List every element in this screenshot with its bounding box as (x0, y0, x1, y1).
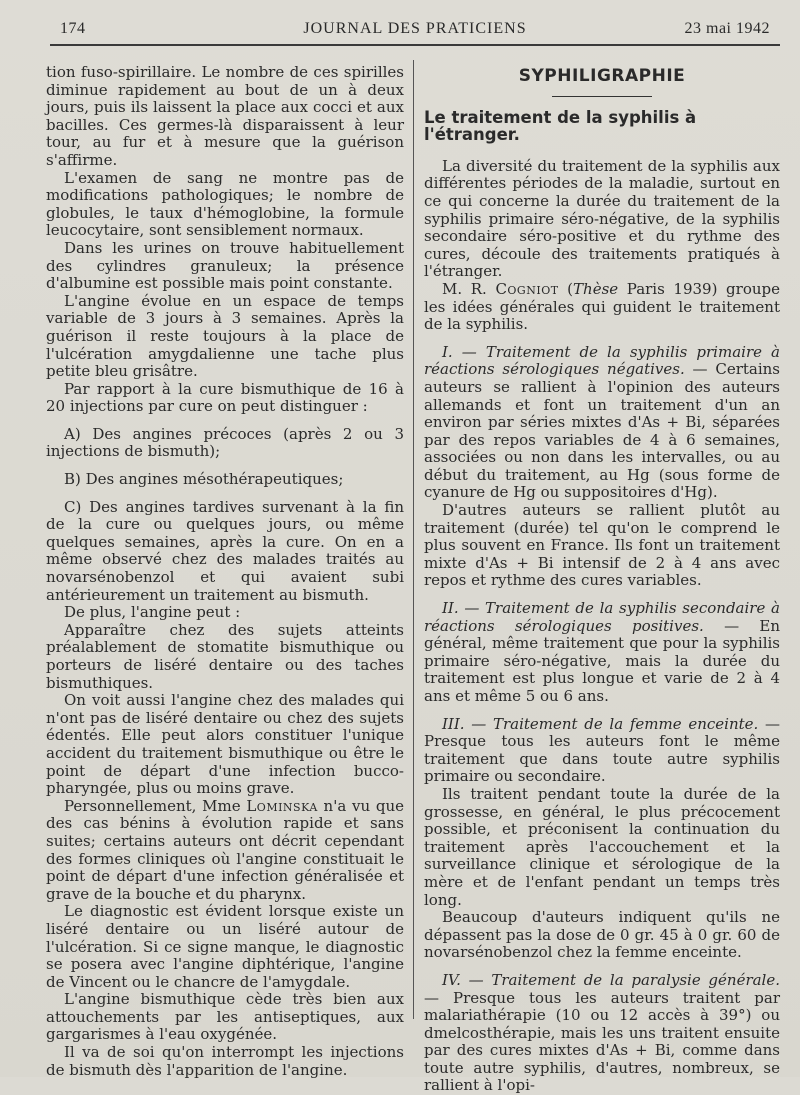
paragraph (424, 281, 780, 334)
paragraph: L'angine évolue en un espace de temps variable de 3 jours à 3 semaines. Après la guérison il reste toujours à la place de l'ulcération amygdalienne une tache plus petite bleu grisâtre. (46, 291, 404, 381)
author-name: Lominska (246, 796, 318, 815)
paragraph: De plus, l'angine peut : (64, 603, 241, 622)
paragraph: Le diagnostic est évident lorsque existe un liséré dentaire ou un liséré autour de l'ulcération. Si ce signe manque, le diagnostic se posera avec l'angine diphtérique, l'angine de Vincent ou le chancre de l'amygdale. (46, 902, 404, 991)
right-column (424, 64, 780, 1095)
section-title: SYPHILIGRAPHIE (518, 66, 686, 86)
paragraph: Beaucoup d'auteurs indiquent qu'ils ne dépassent pas la dose de 0 gr. 45 à 0 gr. 60 de novarsénobenzol chez la femme enceinte. (424, 908, 780, 962)
paragraph: Apparaître chez des sujets atteints préalablement de stomatite bismuthique ou porteurs de liséré dentaire ou des taches bismuthiques. (46, 620, 404, 692)
paragraph: Il va de soi qu'on interrompt les injections de bismuth dès l'apparition de l'angine. (46, 1043, 404, 1079)
left-column (46, 64, 404, 1079)
paragraph: La diversité du traitement de la syphilis aux différentes périodes de la maladie, surtout en ce qui concerne la durée du traitement de la syphilis primaire séro-négative, de la syphilis secondaire séro-positive et du rythme des cures, découle des traitements pratiqués à l'étranger. (424, 156, 780, 281)
text-run: — Presque tous les auteurs traitent par malariathérapie (10 ou 12 accès à 39°) ou dmelcosthérapie, mais les uns traitent ensuite par des cures mixtes d'As + Bi, comme dans toute autre syphilis, d'autres, nombreux, se rallient à l'opi- (424, 988, 780, 1095)
paragraph: Ils traitent pendant toute la durée de la grossesse, en général, le plus précocement possible, et préconisent la continuation du traitement après l'accouchement et la surveillance clinique et sérologique de la mère et de l'enfant pendant un temps très long. (424, 784, 780, 909)
subsection-heading: III. — Traitement de la femme enceinte. (442, 714, 759, 733)
text-run: — En général, même traitement que pour la syphilis primaire séro-négative, mais la durée du traitement est plus longue et varie de 2 à 4 ans et même 5 ou 6 ans. (424, 616, 780, 705)
issue-date: 23 mai 1942 (684, 20, 770, 37)
text-run: — Certains auteurs se rallient à l'opinion des auteurs allemands et font un traitement d'un an environ par séries mixtes d'As + Bi, séparées par des repos variables de 4 à 6 semaines, associées ou non dans les intervalles, ou au début du traitement, au Hg (sous forme de cyanure de Hg ou suppositoires d'Hg). (424, 360, 780, 502)
header-rule (50, 44, 780, 46)
author-name: Cogniot (495, 279, 559, 298)
subsection-3 (424, 716, 780, 786)
text-run: ( (558, 279, 574, 298)
text-run: — Presque tous les auteurs font le même traitement que dans toute autre syphilis primaire ou secondaire. (424, 714, 780, 786)
page-number: 174 (60, 20, 86, 37)
text-run: Paris 1939) groupe les idées générales qui guident le traitement de la syphilis. (424, 279, 781, 334)
page-header (60, 16, 770, 46)
paragraph: On voit aussi l'angine chez des malades qui n'ont pas de liséré dentaire ou chez des sujets édentés. Elle peut alors constituer l'unique accident du traitement bismuthique ou être le point de départ d'une infection bucco-pharyngée, plus ou moins grave. (46, 691, 404, 798)
subsection-heading: I. — Traitement de la syphilis primaire à réactions sérologiques négatives. (424, 342, 780, 379)
paragraph: tion fuso-spirillaire. Le nombre de ces spirilles diminue rapidement au bout de un à deux jours, puis ils laissent la place aux cocci et aux bacilles. Ces germes-là disparaissent à leur tour, au fur et à mesure que la guérison s'affirme. (46, 63, 404, 169)
subsection-2 (424, 600, 780, 706)
paragraph: D'autres auteurs se rallient plutôt au traitement (durée) tel qu'on le comprend le plus souvent en France. Ils font un traitement mixte d'As + Bi intensif de 2 à 4 ans avec repos et rythme des cures variables. (424, 501, 780, 590)
column-divider (413, 60, 414, 1019)
subsection-1 (424, 344, 780, 502)
journal-title: JOURNAL DES PRATICIENS (303, 20, 527, 37)
subsection-heading: II. — Traitement de la syphilis secondaire à réactions sérologiques positives. (424, 599, 780, 635)
paragraph: Dans les urines on trouve habituellement des cylindres granuleux; la présence d'albumine est possible mais point constante. (46, 238, 404, 293)
list-item-a: A) Des angines précoces (après 2 ou 3 injections de bismuth); (46, 424, 404, 461)
subsection-heading: IV. — Traitement de la paralysie générale. (442, 970, 780, 989)
text-run: n'a vu que des cas bénins à évolution rapide et sans suites; certains auteurs ont décrit cependant des formes cliniques où l'angine constituait le point de départ d'une infection généralisée et grave de la bouche et du pharynx. (46, 796, 404, 903)
list-item-b: B) Des angines mésothérapeutiques; (64, 470, 344, 489)
section-rule (552, 96, 652, 97)
paragraph: Par rapport à la cure bismuthique de 16 à 20 injections par cure on peut distinguer : (46, 379, 404, 416)
text-run: M. R. (442, 279, 496, 298)
article-title: Le traitement de la syphilis à l'étranger. (424, 107, 697, 145)
paragraph: L'examen de sang ne montre pas de modifications pathologiques; le nombre de globules, le taux d'hémoglobine, la formule leucocytaire, sont sensiblement normaux. (46, 168, 404, 240)
list-item-c: C) Des angines tardives survenant à la fin de la cure ou quelques jours, ou même quelques semaines, après la cure. On en a même observé chez des malades traités au novarsénobenzol et qui avaient subi antérieurement un traitement au bismuth. (46, 497, 404, 604)
paragraph (46, 798, 404, 904)
these-label: Thèse (573, 279, 619, 298)
paragraph: L'angine bismuthique cède très bien aux attouchements par les antiseptiques, aux gargarismes à l'eau oxygénée. (46, 990, 404, 1044)
text-run: Personnellement, Mme (64, 796, 247, 815)
